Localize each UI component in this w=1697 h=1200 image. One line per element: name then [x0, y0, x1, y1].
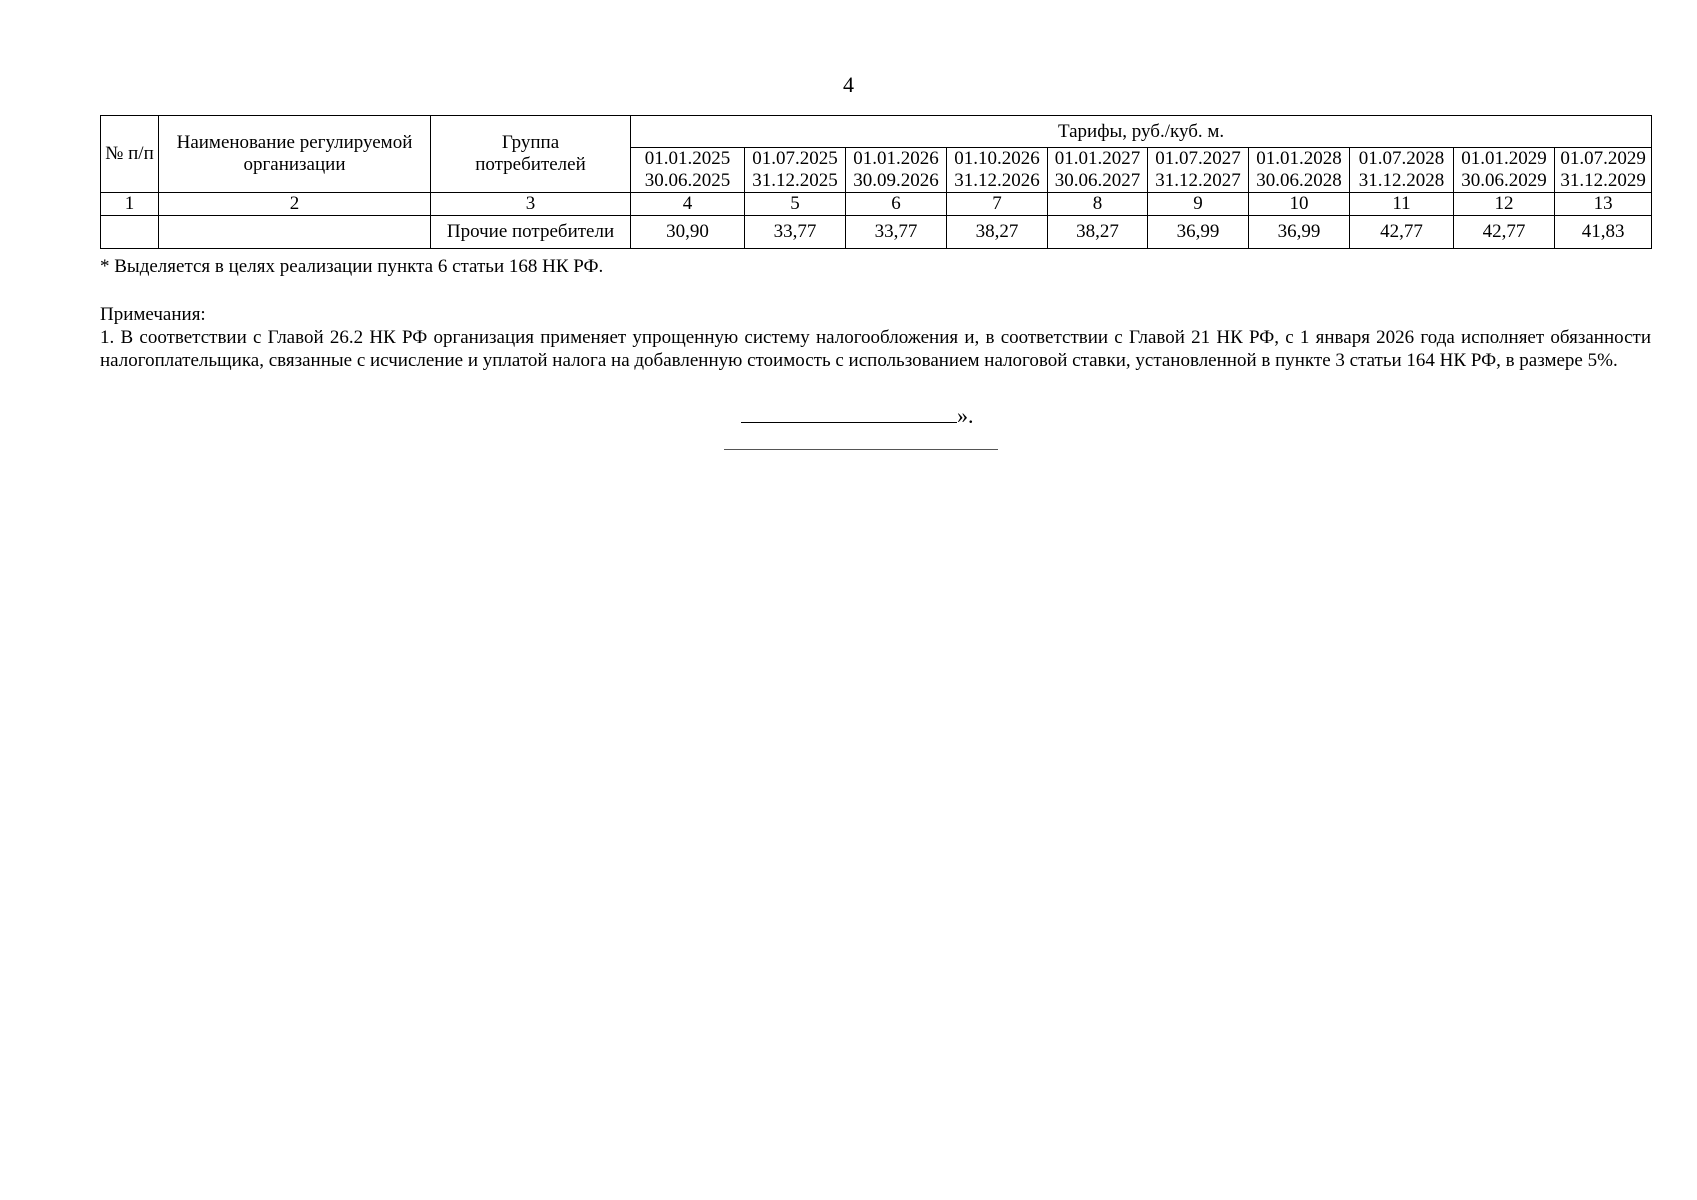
tariff-value: 41,83	[1555, 216, 1652, 249]
period-to: 31.12.2027	[1155, 170, 1241, 191]
column-number: 4	[631, 193, 745, 216]
tariff-value: 36,99	[1249, 216, 1350, 249]
column-number: 8	[1048, 193, 1148, 216]
period-header	[1350, 148, 1454, 193]
period-to: 31.12.2026	[954, 170, 1040, 191]
closing-line	[741, 400, 974, 429]
column-number: 1	[101, 193, 159, 216]
column-number: 2	[159, 193, 431, 216]
tariff-value: 33,77	[745, 216, 846, 249]
row-num	[101, 216, 159, 249]
page-number: 4	[843, 72, 854, 97]
column-number: 10	[1249, 193, 1350, 216]
notes-title: Примечания:	[100, 304, 206, 325]
header-org-name: Наименование регулируемой организации	[159, 116, 431, 193]
tariff-value: 36,99	[1148, 216, 1249, 249]
table-row	[101, 216, 1652, 249]
header-row-1	[101, 116, 1652, 148]
column-number: 6	[846, 193, 947, 216]
period-header	[1048, 148, 1148, 193]
period-from: 01.01.2025	[644, 148, 731, 169]
column-number: 11	[1350, 193, 1454, 216]
tariff-value: 42,77	[1454, 216, 1555, 249]
tariff-value: 38,27	[947, 216, 1048, 249]
tariff-value: 33,77	[846, 216, 947, 249]
header-tariffs: Тарифы, руб./куб. м.	[631, 116, 1652, 148]
note-item: 1. В соответствии с Главой 26.2 НК РФ организация применяет упрощенную систему налогообложения и, в соответствии с Главой 21 НК РФ, с 1 января 2026 года исполняет обязанности налогоплательщика, связанные с исчисление и уплатой налога на добавленную стоимость с использованием налоговой ставки, установленной в пункте 3 статьи 164 НК РФ, в размере 5%.	[100, 327, 1651, 371]
period-from: 01.07.2027	[1155, 148, 1241, 169]
end-divider	[724, 449, 998, 450]
period-header	[1555, 148, 1652, 193]
header-consumer-group: Группа потребителей	[431, 116, 631, 193]
period-from: 01.07.2028	[1358, 148, 1445, 169]
tariff-table	[100, 115, 1652, 249]
period-header	[1148, 148, 1249, 193]
tariff-value: 38,27	[1048, 216, 1148, 249]
period-from: 01.07.2025	[752, 148, 838, 169]
period-header	[1249, 148, 1350, 193]
period-header	[1454, 148, 1555, 193]
period-to: 31.12.2025	[752, 170, 838, 191]
closing-quote: ».	[957, 403, 974, 428]
tariff-value: 30,90	[631, 216, 745, 249]
column-number: 3	[431, 193, 631, 216]
signature-blank-line	[741, 400, 957, 423]
period-from: 01.07.2029	[1560, 148, 1646, 169]
column-numbers-row	[101, 193, 1652, 216]
period-header	[947, 148, 1048, 193]
period-header	[846, 148, 947, 193]
period-to: 30.09.2026	[853, 170, 939, 191]
row-consumer-group: Прочие потребители	[431, 216, 631, 249]
period-to: 30.06.2025	[644, 170, 731, 191]
column-number: 5	[745, 193, 846, 216]
period-header	[745, 148, 846, 193]
tariff-value: 42,77	[1350, 216, 1454, 249]
period-header	[631, 148, 745, 193]
period-to: 31.12.2029	[1560, 170, 1646, 191]
period-from: 01.01.2026	[853, 148, 939, 169]
column-number: 7	[947, 193, 1048, 216]
column-number: 12	[1454, 193, 1555, 216]
period-from: 01.01.2029	[1461, 148, 1547, 169]
column-number: 9	[1148, 193, 1249, 216]
period-to: 30.06.2027	[1054, 170, 1141, 191]
period-to: 30.06.2029	[1461, 170, 1547, 191]
footnote: * Выделяется в целях реализации пункта 6 статьи 168 НК РФ.	[100, 256, 604, 277]
column-number: 13	[1555, 193, 1652, 216]
header-num: № п/п	[101, 116, 159, 193]
period-to: 30.06.2028	[1256, 170, 1342, 191]
period-from: 01.10.2026	[954, 148, 1040, 169]
period-to: 31.12.2028	[1358, 170, 1445, 191]
period-from: 01.01.2027	[1054, 148, 1141, 169]
row-org	[159, 216, 431, 249]
period-from: 01.01.2028	[1256, 148, 1342, 169]
